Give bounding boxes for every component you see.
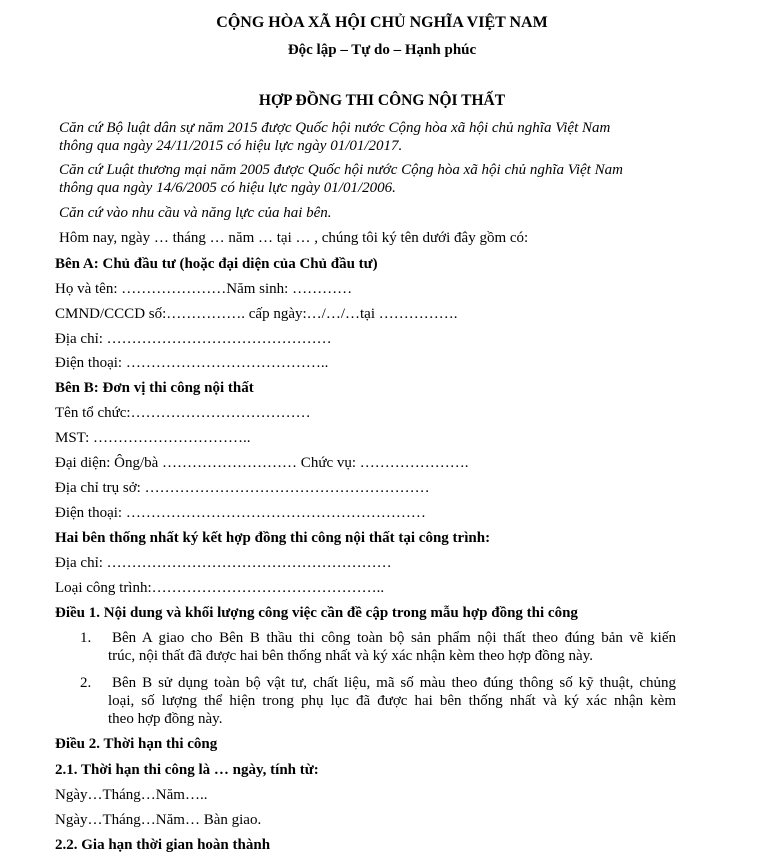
article-2-heading: Điều 2. Thời hạn thi công — [55, 736, 218, 752]
national-title: CỘNG HÒA XÃ HỘI CHỦ NGHĨA VIỆT NAM — [216, 14, 548, 31]
party-a-address-field: Địa chỉ: ……………………………………… — [55, 331, 332, 347]
list-item-line: Bên B sử dụng toàn bộ vật tư, chất liệu, mã số màu theo đúng thông số kỹ thuật, chủng — [112, 675, 676, 691]
section-2-2-heading: 2.2. Gia hạn thời gian hoàn thành — [55, 837, 271, 853]
site-type-field: Loại công trình:……………………………………….. — [55, 580, 385, 596]
list-item — [108, 674, 676, 728]
handover-date-field: Ngày…Tháng…Năm… Bàn giao. — [55, 812, 262, 828]
site-address-field: Địa chỉ: ………………………………………………… — [55, 555, 392, 571]
list-item-number: 1. — [80, 630, 92, 646]
list-item-line: trúc, nội thất đã được hai bên thống nhất và ký xác nhận kèm theo hợp đồng này. — [108, 648, 593, 664]
party-a-name-field: Họ và tên: …………………Năm sinh: ………… — [55, 281, 353, 297]
list-item-line: Bên A giao cho Bên B thầu thi công toàn bộ sản phẩm nội thất theo đúng bản vẽ kiến — [112, 630, 676, 646]
section-2-1-heading: 2.1. Thời hạn thi công là … ngày, tính từ: — [55, 762, 319, 778]
article-1-heading: Điều 1. Nội dung và khối lượng công việc cần đề cập trong mẫu hợp đồng thi công — [55, 605, 578, 621]
party-b-office-field: Địa chỉ trụ sở: ………………………………………………… — [55, 480, 430, 496]
party-b-phone-field: Điện thoại: …………………………………………………… — [55, 505, 426, 521]
intro-line: Hôm nay, ngày … tháng … năm … tại … , chúng tôi ký tên dưới đây gồm có: — [59, 230, 529, 246]
list-item-line: loại, số lượng thể hiện trong phụ lục đã được hai bên thống nhất và ký xác nhận kèm — [108, 693, 676, 709]
list-item — [108, 629, 676, 665]
party-b-org-field: Tên tổ chức:……………………………… — [55, 405, 311, 421]
party-b-tax-field: MST: ………………………….. — [55, 430, 251, 446]
preamble-line: thông qua ngày 14/6/2005 có hiệu lực ngày 01/01/2006. — [59, 180, 396, 196]
party-a-id-field: CMND/CCCD số:……………. cấp ngày:…/…/…tại ……………. — [55, 306, 458, 322]
preamble-line: Căn cứ Bộ luật dân sự năm 2015 được Quốc hội nước Cộng hòa xã hội chủ nghĩa Việt Nam — [59, 120, 611, 136]
preamble-line: Căn cứ Luật thương mại năm 2005 được Quốc hội nước Cộng hòa xã hội chủ nghĩa Việt Nam — [59, 162, 623, 178]
party-b-heading: Bên B: Đơn vị thi công nội thất — [55, 380, 254, 396]
contract-title: HỢP ĐỒNG THI CÔNG NỘI THẤT — [258, 92, 506, 109]
start-date-field: Ngày…Tháng…Năm….. — [55, 787, 208, 803]
list-item-line: theo hợp đồng này. — [108, 711, 223, 727]
party-a-phone-field: Điện thoại: ………………………………….. — [55, 355, 329, 371]
party-a-heading: Bên A: Chủ đầu tư (hoặc đại diện của Chủ đầu tư) — [55, 256, 378, 272]
party-b-representative-field: Đại diện: Ông/bà ……………………… Chức vụ: …………………. — [55, 455, 469, 471]
preamble-line: thông qua ngày 24/11/2015 có hiệu lực ngày 01/01/2017. — [59, 138, 403, 154]
national-motto: Độc lập – Tự do – Hạnh phúc — [287, 42, 477, 58]
agreement-heading: Hai bên thống nhất ký kết hợp đồng thi công nội thất tại công trình: — [55, 530, 491, 546]
preamble-line: Căn cứ vào nhu cầu và năng lực của hai bên. — [59, 205, 332, 221]
list-item-number: 2. — [80, 675, 92, 691]
